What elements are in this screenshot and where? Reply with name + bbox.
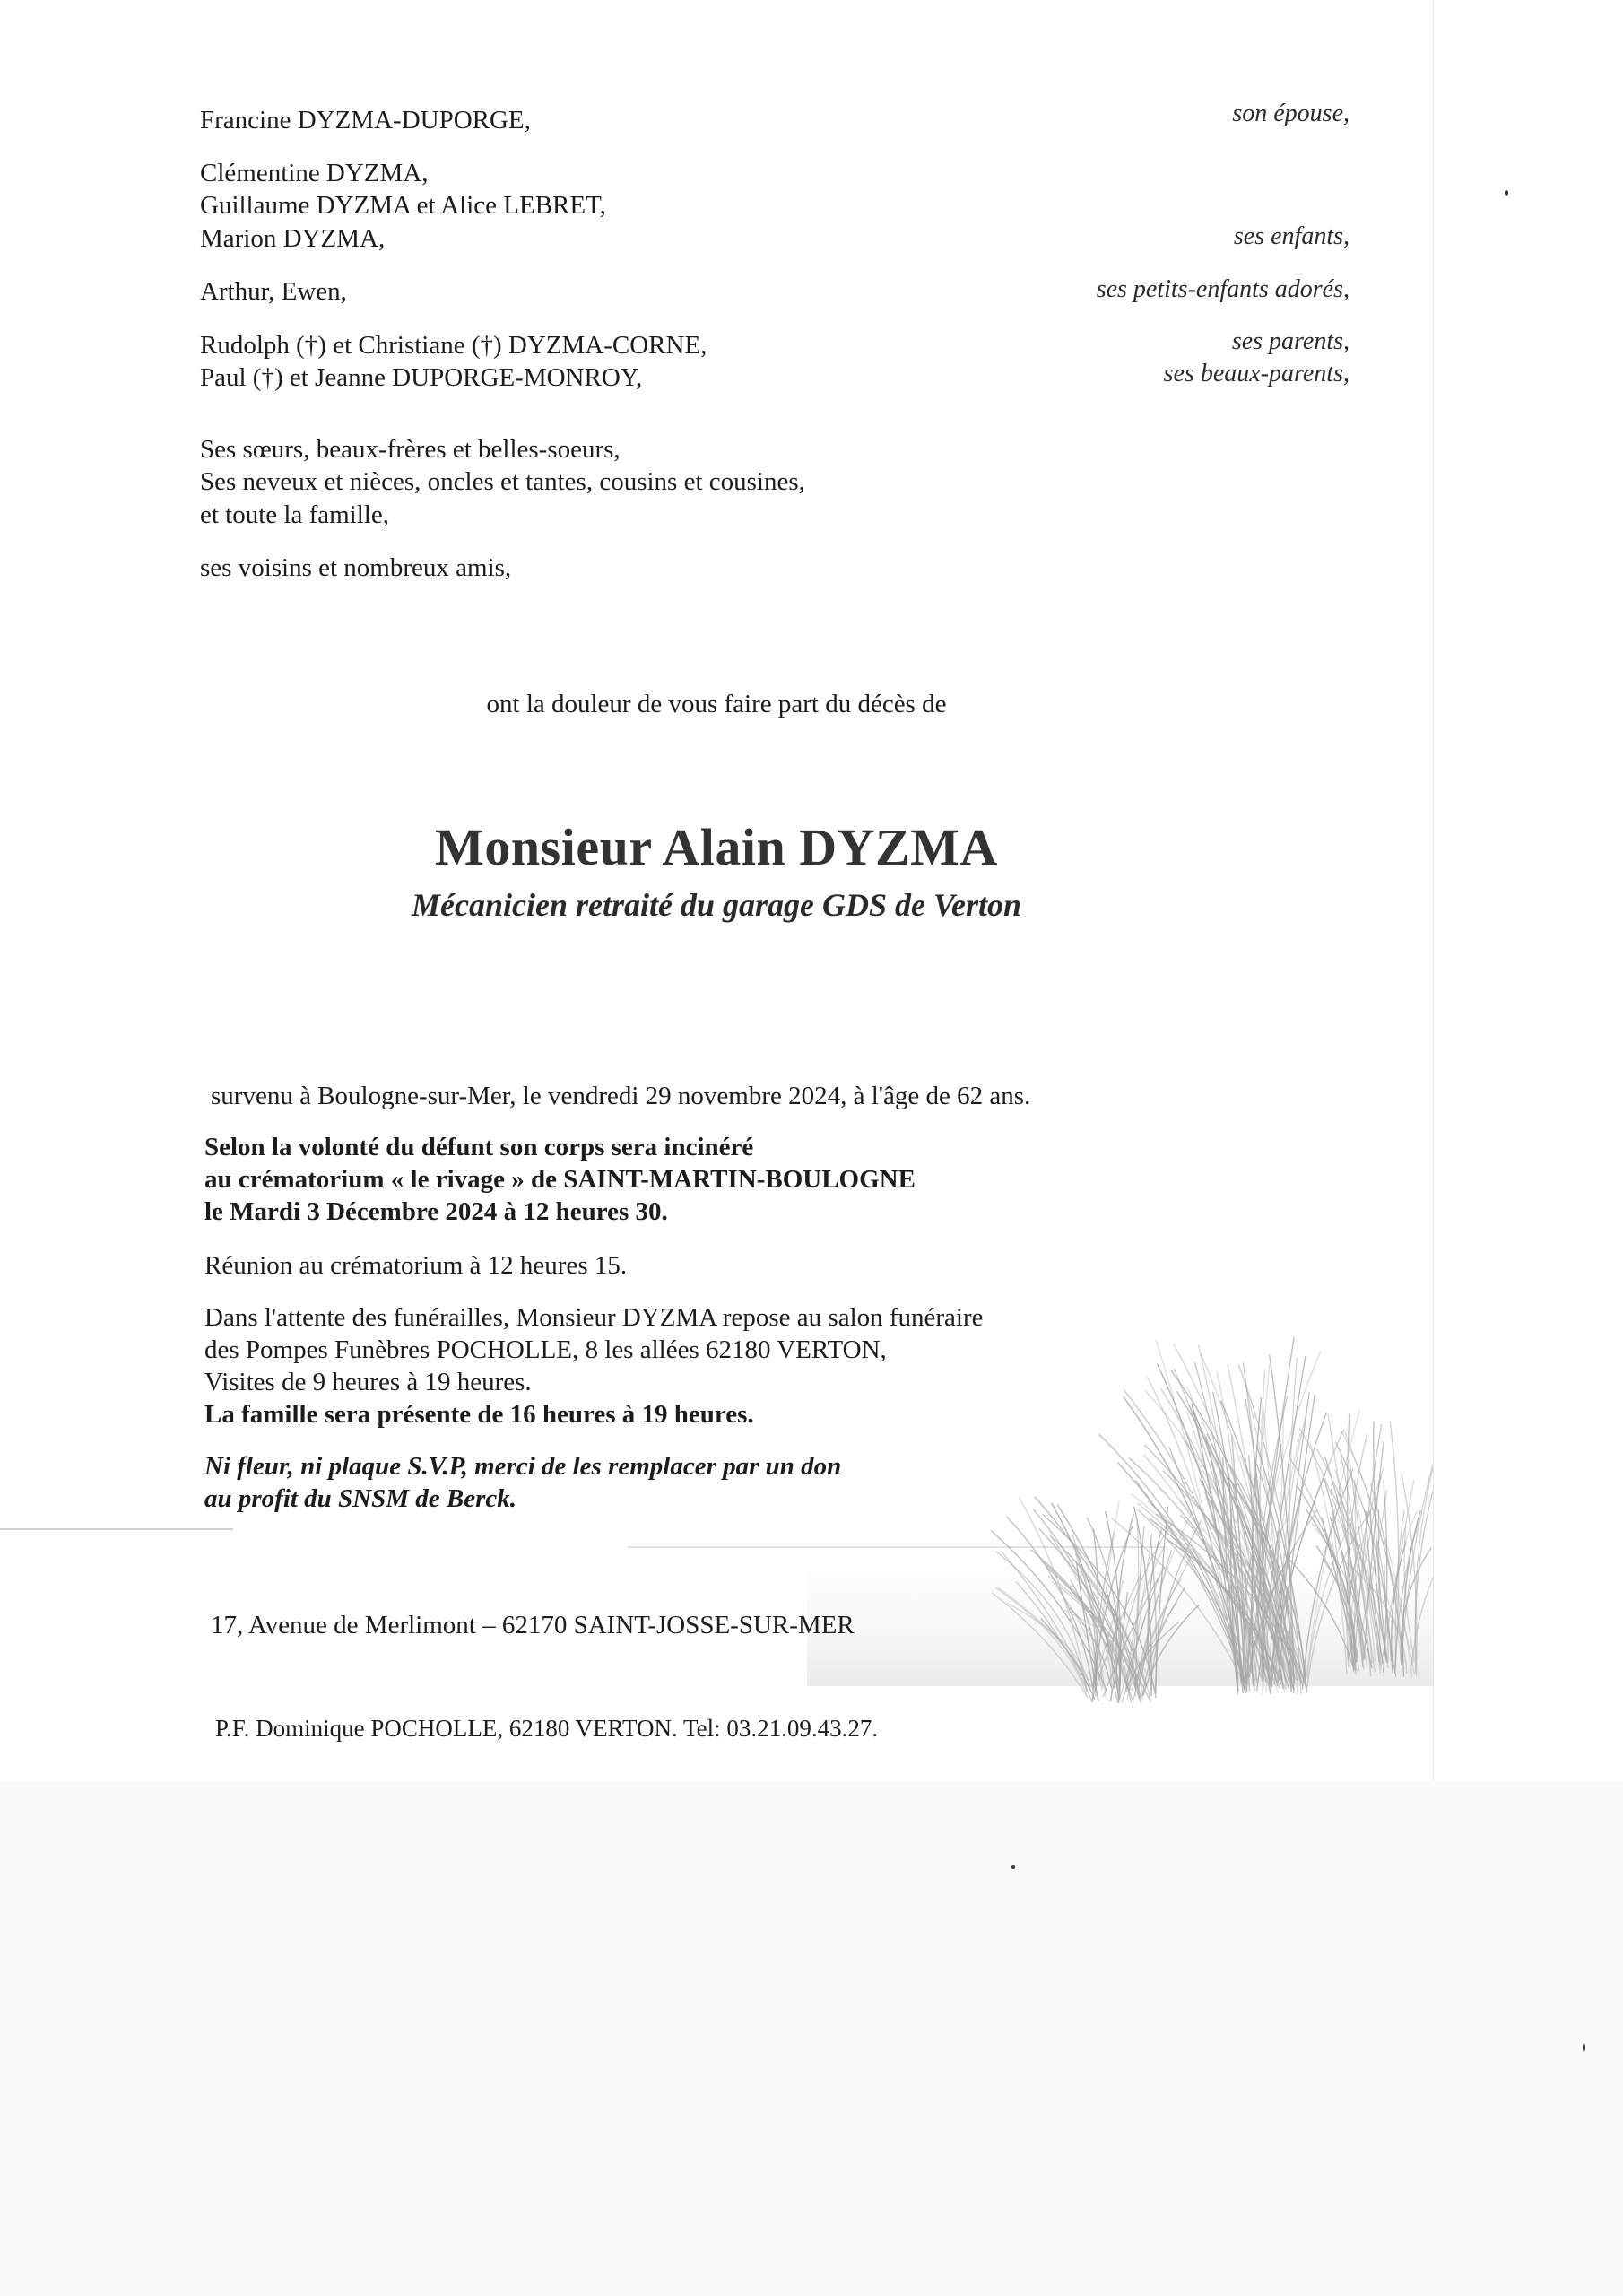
family-line-whole-family: et toute la famille,	[200, 500, 389, 529]
family-line-child-1: Clémentine DYZMA,	[200, 159, 429, 187]
scan-speck	[1583, 2043, 1585, 2052]
flowers-line-2: au profit du SNSM de Berck.	[204, 1484, 517, 1513]
role-in-laws: ses beaux-parents,	[1163, 360, 1350, 387]
role-parents: ses parents,	[1231, 327, 1350, 355]
family-line-in-laws: Paul (†) et Jeanne DUPORGE-MONROY,	[200, 363, 643, 392]
family-presence: La famille sera présente de 16 heures à 19 heures.	[204, 1400, 754, 1429]
role-spouse: son épouse,	[1232, 100, 1350, 127]
cremation-line-3: le Mardi 3 Décembre 2024 à 12 heures 30.	[204, 1197, 668, 1226]
cremation-line-2: au crématorium « le rivage » de SAINT-MARTIN-BOULOGNE	[204, 1165, 916, 1194]
death-details: survenu à Boulogne-sur-Mer, le vendredi 29 novembre 2024, à l'âge de 62 ans.	[211, 1082, 1031, 1110]
scan-background	[0, 1780, 1623, 2296]
family-line-friends: ses voisins et nombreux amis,	[200, 553, 512, 582]
family-line-spouse: Francine DYZMA-DUPORGE,	[200, 106, 531, 135]
scan-speck	[1505, 190, 1508, 196]
family-line-child-3: Marion DYZMA,	[200, 224, 386, 253]
family-line-relatives: Ses neveux et nièces, oncles et tantes, cousins et cousines,	[200, 467, 805, 496]
repose-line-2: des Pompes Funèbres POCHOLLE, 8 les allées 62180 VERTON,	[204, 1335, 887, 1364]
deceased-occupation: Mécanicien retraité du garage GDS de Verton	[412, 887, 1021, 923]
role-children: ses enfants,	[1233, 222, 1350, 250]
role-grandchildren: ses petits-enfants adorés,	[1096, 275, 1350, 303]
family-line-parents: Rudolph (†) et Christiane (†) DYZMA-CORNE,	[200, 331, 707, 360]
home-address: 17, Avenue de Merlimont – 62170 SAINT-JOSSE-SUR-MER	[211, 1611, 855, 1639]
repose-line-3: Visites de 9 heures à 19 heures.	[204, 1368, 532, 1396]
meeting-details: Réunion au crématorium à 12 heures 15.	[204, 1251, 628, 1280]
family-line-siblings: Ses sœurs, beaux-frères et belles-soeurs,	[200, 435, 621, 464]
funeral-home-contact: P.F. Dominique POCHOLLE, 62180 VERTON. Tel: 03.21.09.43.27.	[215, 1715, 879, 1742]
flowers-line-1: Ni fleur, ni plaque S.V.P, merci de les remplacer par un don	[204, 1452, 842, 1481]
family-line-grandchildren: Arthur, Ewen,	[200, 277, 347, 306]
announcement: ont la douleur de vous faire part du décès de	[486, 690, 947, 718]
deceased-name: Monsieur Alain DYZMA	[435, 818, 998, 876]
family-line-child-2: Guillaume DYZMA et Alice LEBRET,	[200, 191, 606, 220]
scan-speck	[1011, 1866, 1015, 1869]
repose-line-1: Dans l'attente des funérailles, Monsieur DYZMA repose au salon funéraire	[204, 1303, 984, 1332]
cremation-line-1: Selon la volonté du défunt son corps sera incinéré	[204, 1133, 754, 1161]
